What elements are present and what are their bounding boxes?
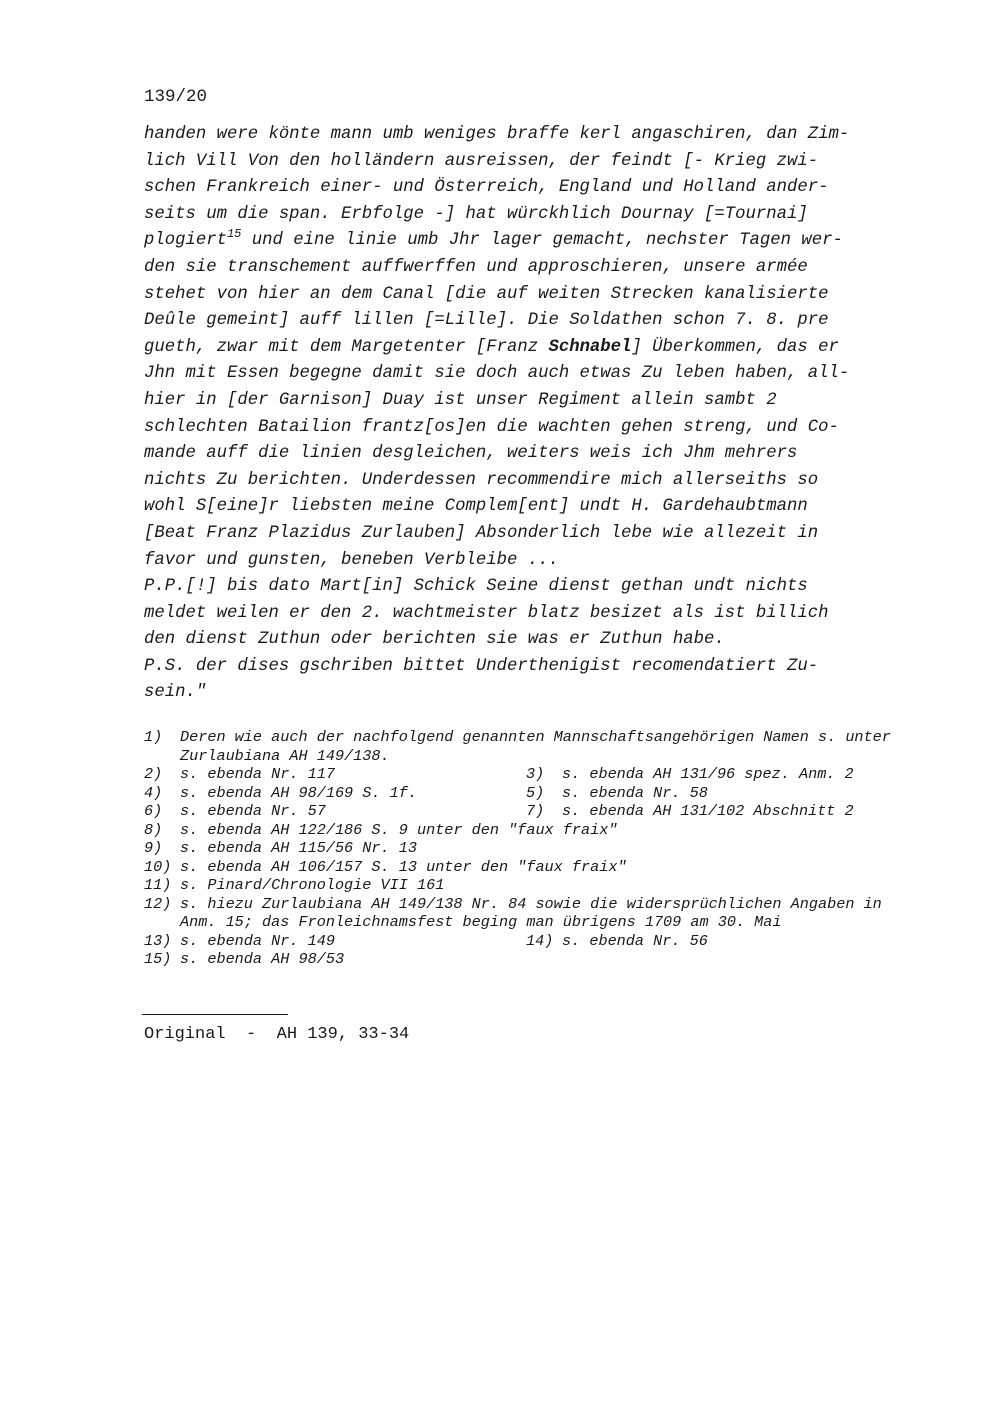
footnote-number: 8)	[144, 820, 163, 839]
letter-body	[144, 122, 924, 707]
footnote-number: 12)	[144, 894, 172, 913]
footnote-number: 4)	[144, 783, 163, 802]
footnote-text: Deren wie auch der nachfolgend genannten Mannschaftsangehörigen Namen s. unter Zurlaubiana AH 149/138.	[180, 728, 891, 765]
footnote-reference: 15	[226, 227, 242, 242]
footnote-14	[526, 932, 708, 951]
body-line: [Beat Franz Plazidus Zurlauben] Absonderlich lebe wie allezeit in	[144, 523, 819, 543]
footnote-number: 6)	[144, 802, 163, 820]
body-line: favor und gunsten, beneben Verbleibe ...	[144, 550, 559, 570]
body-line: P.S. der dises gschriben bittet Underthenigist recomendatiert Zu-	[144, 656, 819, 676]
body-line: P.P.[!] bis dato Mart[in] Schick Seine dienst gethan undt nichts	[144, 577, 808, 597]
body-line: sein."	[144, 683, 207, 703]
footnote-number: 5)	[526, 783, 545, 802]
body-line: seits um die span. Erbfolge -] hat würckhlich Dournay [=Tournai]	[144, 204, 808, 224]
footnote-row	[144, 932, 924, 951]
footnote-text: s. ebenda Nr. 57	[180, 802, 326, 820]
footnote-1	[144, 728, 924, 765]
footnote-number: 11)	[144, 876, 172, 894]
body-line	[144, 335, 924, 362]
footnote-row	[144, 802, 924, 821]
footnote-5	[526, 784, 708, 803]
footnote-15	[144, 950, 924, 969]
footnote-number: 14)	[526, 931, 554, 950]
body-line-segment: plogiert	[144, 231, 227, 251]
body-line: nichts Zu berichten. Underdessen recommendire mich allerseiths so	[144, 470, 819, 490]
footnote-text: s. ebenda AH 106/157 S. 13 unter den "faux fraix"	[180, 857, 627, 876]
body-line: lich Vill Von den holländern ausreissen, der feindt [- Krieg zwi-	[144, 151, 819, 171]
body-line: schlechten Batailion frantz[os]en die wachten gehen streng, und Co-	[144, 417, 839, 437]
body-line	[144, 228, 924, 255]
footnote-number: 9)	[144, 839, 163, 857]
page-number: 139/20	[144, 87, 208, 107]
footnote-number: 7)	[526, 802, 545, 820]
footnotes	[144, 728, 924, 969]
footnote-text: s. ebenda AH 98/169 S. 1f.	[180, 783, 417, 802]
footnote-text: s. ebenda Nr. 56	[562, 931, 708, 950]
footnote-number: 1)	[144, 728, 163, 746]
footnote-text: s. ebenda Nr. 117	[180, 765, 335, 783]
body-line: Deûle gemeint] auff lillen [=Lille]. Die Soldathen schon 7. 8. pre	[144, 311, 829, 331]
body-line: mande auff die linien desgleichen, weiters weis ich Jhm mehrers	[144, 444, 798, 464]
footnote-7	[526, 802, 854, 821]
footnote-4	[144, 784, 526, 803]
footnote-text: s. ebenda AH 131/102 Abschnitt 2	[562, 802, 854, 820]
body-line: meldet weilen er den 2. wachtmeister blatz besizet als ist billich	[144, 603, 829, 623]
footnote-11	[144, 876, 924, 895]
footnote-number: 10)	[144, 857, 172, 876]
source-divider	[142, 1014, 288, 1015]
bold-name: Schnabel	[548, 337, 632, 357]
body-line-segment: gueth, zwar mit dem Margetenter [Franz	[144, 337, 549, 357]
footnote-text: s. Pinard/Chronologie VII 161	[180, 876, 445, 894]
body-line: schen Frankreich einer- und Österreich, England und Holland ander-	[144, 178, 829, 198]
footnote-text: s. ebenda AH 98/53	[180, 950, 345, 968]
footnote-13	[144, 932, 526, 951]
body-line: stehet von hier an dem Canal [die auf weiten Strecken kanalisierte	[144, 284, 829, 304]
footnote-text: s. ebenda AH 131/96 spez. Anm. 2	[562, 765, 854, 783]
footnote-6	[144, 802, 526, 821]
footnote-text: s. ebenda AH 122/186 S. 9 unter den "faux fraix"	[180, 820, 618, 839]
footnote-number: 13)	[144, 931, 172, 950]
footnote-number: 3)	[526, 765, 545, 783]
footnote-9	[144, 839, 924, 858]
footnote-text: s. ebenda Nr. 58	[562, 783, 708, 802]
footnote-row	[144, 765, 924, 784]
footnote-text: s. ebenda AH 115/56 Nr. 13	[180, 839, 417, 857]
footnote-12	[144, 895, 924, 932]
footnote-row	[144, 784, 924, 803]
body-line: handen were könte mann umb weniges braffe kerl angaschiren, dan Zim-	[144, 125, 850, 144]
footnote-3	[526, 765, 854, 784]
footnote-8	[144, 821, 924, 840]
footnote-2	[144, 765, 526, 784]
footnote-text: s. hiezu Zurlaubiana AH 149/138 Nr. 84 sowie die widersprüchlichen Angaben in Anm. 15; das Fronleichnamsfest beging man übrigens 1709 am 30. Mai	[180, 894, 882, 931]
body-line: wohl S[eine]r liebsten meine Complem[ent] undt H. Gardehaubtmann	[144, 497, 808, 517]
footnote-10	[144, 858, 924, 877]
footnote-number: 2)	[144, 765, 163, 783]
body-line: Jhn mit Essen begegne damit sie doch auch etwas Zu leben haben, all-	[144, 364, 850, 384]
footnote-text: s. ebenda Nr. 149	[180, 931, 335, 950]
body-line-segment: und eine linie umb Jhr lager gemacht, nechster Tagen wer-	[241, 231, 843, 251]
body-line-segment: ] Überkommen, das er	[631, 337, 839, 357]
footnote-number: 15)	[144, 950, 172, 968]
body-line: den sie transchement auffwerffen und approschieren, unsere armée	[144, 257, 808, 277]
body-line: den dienst Zuthun oder berichten sie was er Zuthun habe.	[144, 630, 725, 650]
source-reference: Original - AH 139, 33-34	[144, 1025, 410, 1044]
body-line: hier in [der Garnison] Duay ist unser Regiment allein sambt 2	[144, 390, 777, 410]
